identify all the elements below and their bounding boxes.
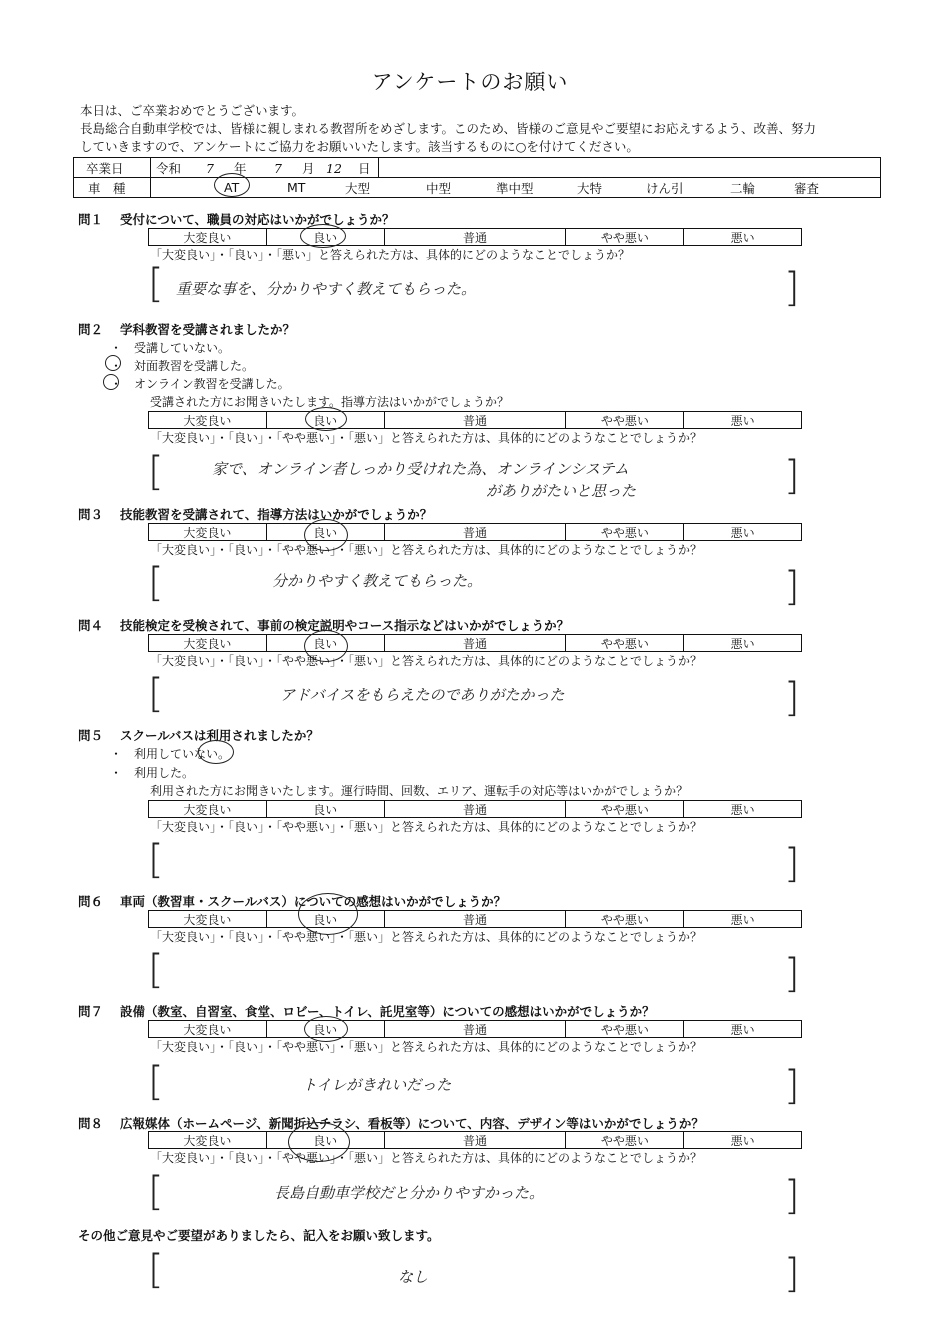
rating-somewhat-bad[interactable]: やや悪い [566,635,684,651]
follow-up-prompt: 「大変良い」・「良い」・「やや悪い」・「悪い」と答えられた方は、具体的にどのようなことでしょうか？ [150,930,703,944]
rating-scale-q3 [148,523,802,541]
rating-normal[interactable]: 普通 [385,1021,567,1037]
selection-circle [103,374,119,390]
question-number: 問４ [78,618,104,633]
sub-intro: 利用された方にお聞きいたします。運行時間、回数、エリア、運転手の対応等はいかがでしょうか？ [150,784,689,798]
choice-not-attended[interactable]: ・ 受講していない。 [110,341,231,355]
rating-somewhat-bad[interactable]: やや悪い [566,801,684,817]
rating-good[interactable]: 良い [267,1132,385,1148]
rating-normal[interactable]: 普通 [385,635,567,651]
rating-somewhat-bad[interactable]: やや悪い [566,911,684,927]
answer-q8[interactable]: 長島自動車学校だと分かりやすかった。 [274,1184,545,1202]
rating-normal[interactable]: 普通 [385,229,567,245]
rating-bad[interactable]: 悪い [730,230,755,245]
rating-scale-q1 [148,228,802,246]
vehicle-option-mt[interactable]: MT [287,180,306,195]
rating-somewhat-bad[interactable]: やや悪い [566,1132,684,1148]
rating-scale-q7 [148,1020,802,1038]
graduation-date-row [73,157,881,178]
survey-page: アンケートのお願い 本日は、ご卒業おめでとうございます。 長島総合自動車学校では、皆様に親しまれる教習所をめざします。このため、皆様のご意見やご要望にお応えするよう、改善、努力 していきますので、アンケートにご協力をお願いいたします。該当するものに○を付けてください。 卒業日 令和 7 年 7 月 12 日 車 種 AT MT 大型 中型 準中型 大特 けん引 二輪 審査 問１ 受付について、職員の対応はいかがでしょうか？ 大変良い 良い 普通 やや悪い 悪い 「大変良い」・「良い」・「悪い」と答えられた方は、具体的にどのようなことでしょうか？ [ ] 重要な事を、分かりやすく教えてもらった。 問２ 学科教習を受講されましたか？ ・ 受講していない。 ・ 対面教習を受講した。 ・ オンライン教習を受講した。 受講された方にお聞きいたします。指導方法はいかがでしょうか？ 大変良い 良い 普通 やや悪い 悪い 「大変良い」・「良い」・「やや悪い」・「悪い」と答えられた方は、具体的にどのようなことでしょうか？ [ ] 家で、オンライン者しっかり受けれた為、オンラインシステム がありがたいと思った 問３ 技能教習を受講されて、指導方法はいかがでしょうか？ 大変良い 良い 普通 やや悪い 悪い 「大変良い」・「良い」・「やや悪い」・「悪い」と答えられた方は、具体的にどのようなことでしょうか？ [ ] 分かりやすく教えてもらった。 問４ 技能検定を受検されて、事前の検定説明やコース指示などはいかがでしょうか？ 大変良い 良い 普通 やや悪い 悪い 「大変良い」・「良い」・「やや悪い」・「悪い」と答えられた方は、具体的にどのようなことでしょうか？ [ ] アドバイスをもらえたのでありがたかった 問５ スクールバスは利用されましたか？ ・ 利用していない。 ・ 利用した。 利用された方にお聞きいたします。運行時間、回数、エリア、運転手の対応等はいかがでしょうか？ 大変良い 良い 普通 やや悪い 悪い 「大変良い」・「良い」・「やや悪い」・「悪い」と答えられた方は、具体的にどのようなことでしょうか？ [ ] 問６ 車両（教習車・スクールバス）についての感想はいかがでしょうか？ 大変良い 良い 普通 やや悪い 悪い 「大変良い」・「良い」・「やや悪い」・「悪い」と答えられた方は、具体的にどのようなことでしょうか？ [ ] 問７ 設備（教室、自習室、食堂、ロビー、トイレ、託児室等）についての感想はいかがでしょうか？ 大変良い 良い 普通 やや悪い 悪い 「大変良い」・「良い」・「やや悪い」・「悪い」と答えられた方は、具体的にどのようなことでしょうか？ [ ] トイレがきれいだった 問８ 広報媒体（ホームページ、新聞折込チラシ、看板等）について、内容、デザイン等はいかがでしょうか？ 大変良い 良い 普通 やや悪い 悪い 「大変良い」・「良い」・「やや悪い」・「悪い」と答えられた方は、具体的にどのようなことでしょうか？ [ ] 長島自動車学校だと分かりやすかった。 その他ご意見やご要望がありましたら、記入をお願い致します。 [ ] なし [0,0,940,1332]
rating-very-good[interactable]: 大変良い [149,1132,267,1148]
rating-somewhat-bad[interactable]: やや悪い [566,229,684,245]
question-text: 車両（教習車・スクールバス）についての感想はいかがでしょうか？ [120,894,507,909]
rating-very-good[interactable]: 大変良い [149,229,267,245]
intro-line-2: 長島総合自動車学校では、皆様に親しまれる教習所をめざします。このため、皆様のご意見やご要望にお応えするよう、改善、努力 [80,121,817,136]
rating-bad[interactable]: 悪い [730,802,755,817]
rating-scale-q8 [148,1131,802,1149]
vehicle-option-semi-medium[interactable]: 準中型 [496,180,534,196]
rating-bad[interactable]: 悪い [730,912,755,927]
vehicle-option-large[interactable]: 大型 [345,180,371,196]
vehicle-option-towing[interactable]: けん引 [646,180,684,196]
rating-very-good[interactable]: 大変良い [149,524,267,540]
question-number: 問５ [78,728,104,743]
rating-normal[interactable]: 普通 [385,911,567,927]
intro-line-1: 本日は、ご卒業おめでとうございます。 [80,103,305,118]
page-title: アンケートのお願い [371,70,569,94]
selection-circle [105,355,121,371]
answer-q4[interactable]: アドバイスをもらえたのでありがたかった [280,686,565,704]
selection-circle [300,224,346,248]
choice-online[interactable]: ・ オンライン教習を受講した。 [110,377,290,391]
rating-normal[interactable]: 普通 [385,801,567,817]
era-label: 令和 [156,161,182,176]
graduation-day[interactable]: 12 [326,160,342,176]
rating-somewhat-bad[interactable]: やや悪い [566,1021,684,1037]
rating-normal[interactable]: 普通 [385,524,567,540]
follow-up-prompt: 「大変良い」・「良い」・「悪い」と答えられた方は、具体的にどのようなことでしょうか？ [150,248,631,262]
answer-q7[interactable]: トイレがきれいだった [302,1076,452,1094]
rating-normal[interactable]: 普通 [385,1132,567,1148]
rating-good[interactable]: 良い [267,524,385,540]
graduation-year[interactable]: 7 [206,160,214,176]
question-text: 受付について、職員の対応はいかがでしょうか？ [120,212,395,227]
question-number: 問６ [78,894,104,909]
question-text: 技能教習を受講されて、指導方法はいかがでしょうか？ [120,507,433,522]
question-text: スクールバスは利用されましたか？ [120,728,319,743]
rating-bad[interactable]: 悪い [730,413,755,428]
rating-bad[interactable]: 悪い [730,636,755,651]
vehicle-label: 車 種 [88,180,126,196]
month-unit: 月 [302,161,315,176]
follow-up-prompt: 「大変良い」・「良い」・「やや悪い」・「悪い」と答えられた方は、具体的にどのようなことでしょうか？ [150,654,703,668]
answer-q3[interactable]: 分かりやすく教えてもらった。 [272,572,483,590]
rating-scale-q2 [148,411,802,429]
selection-circle [214,173,250,197]
follow-up-prompt: 「大変良い」・「良い」・「やや悪い」・「悪い」と答えられた方は、具体的にどのようなことでしょうか？ [150,1151,703,1165]
rating-very-good[interactable]: 大変良い [149,1021,267,1037]
sub-intro: 受講された方にお聞きいたします。指導方法はいかがでしょうか？ [150,395,510,409]
vehicle-type-row [73,177,881,198]
answer-q2-line2[interactable]: がありがたいと思った [486,482,637,500]
rating-good[interactable]: 良い [267,412,385,428]
rating-good[interactable]: 良い [267,635,385,651]
rating-very-good[interactable]: 大変良い [149,412,267,428]
selection-circle [198,740,234,764]
selection-circle [305,407,347,431]
question-text: 広報媒体（ホームページ、新聞折込チラシ、看板等）について、内容、デザイン等はいかがでしょうか？ [120,1116,704,1131]
rating-good[interactable]: 良い [267,801,385,817]
question-number: 問１ [78,212,104,227]
graduation-month[interactable]: 7 [274,160,282,176]
vehicle-option-at[interactable]: AT [224,180,240,195]
question-text: 学科教習を受講されましたか？ [120,322,296,337]
choice-bus-used[interactable]: ・ 利用した。 [110,766,195,780]
question-number: 問８ [78,1116,104,1131]
question-number: 問２ [78,322,104,337]
vehicle-option-motorcycle[interactable]: 二輪 [730,180,756,196]
rating-scale-q5 [148,800,802,818]
vehicle-option-exam[interactable]: 審査 [794,180,820,196]
rating-bad[interactable]: 悪い [730,525,755,540]
rating-very-good[interactable]: 大変良い [149,911,267,927]
rating-very-good[interactable]: 大変良い [149,635,267,651]
rating-good[interactable]: 良い [267,229,385,245]
follow-up-prompt: 「大変良い」・「良い」・「やや悪い」・「悪い」と答えられた方は、具体的にどのようなことでしょうか？ [150,431,703,445]
rating-scale-q4 [148,634,802,652]
answer-other[interactable]: なし [398,1268,429,1286]
question-number: 問３ [78,507,104,522]
question-text: 技能検定を受検されて、事前の検定説明やコース指示などはいかがでしょうか？ [120,618,570,633]
follow-up-prompt: 「大変良い」・「良い」・「やや悪い」・「悪い」と答えられた方は、具体的にどのようなことでしょうか？ [150,1040,703,1054]
question-text: 設備（教室、自習室、食堂、ロビー、トイレ、託児室等）についての感想はいかがでしょうか？ [120,1004,655,1019]
rating-good[interactable]: 良い [267,1021,385,1037]
vehicle-option-medium[interactable]: 中型 [426,180,452,196]
vehicle-option-special[interactable]: 大特 [577,180,603,196]
follow-up-prompt: 「大変良い」・「良い」・「やや悪い」・「悪い」と答えられた方は、具体的にどのようなことでしょうか？ [150,543,703,557]
rating-somewhat-bad[interactable]: やや悪い [566,524,684,540]
rating-bad[interactable]: 悪い [730,1022,755,1037]
choice-in-person[interactable]: ・ 対面教習を受講した。 [110,359,255,373]
answer-q2-line1[interactable]: 家で、オンライン者しっかり受けれた為、オンラインシステム [212,460,629,478]
rating-somewhat-bad[interactable]: やや悪い [566,412,684,428]
rating-very-good[interactable]: 大変良い [149,801,267,817]
rating-normal[interactable]: 普通 [385,412,567,428]
choice-bus-not-used[interactable]: ・ 利用していない。 [110,747,231,761]
question-number: 問７ [78,1004,104,1019]
year-unit: 年 [234,161,247,176]
rating-bad[interactable]: 悪い [730,1133,755,1148]
rating-good[interactable]: 良い [267,911,385,927]
day-unit: 日 [358,161,371,176]
rating-scale-q6 [148,910,802,928]
answer-q1[interactable]: 重要な事を、分かりやすく教えてもらった。 [176,280,477,298]
follow-up-prompt: 「大変良い」・「良い」・「やや悪い」・「悪い」と答えられた方は、具体的にどのようなことでしょうか？ [150,820,703,834]
other-comments-label: その他ご意見やご要望がありましたら、記入をお願い致します。 [78,1228,440,1243]
graduation-label: 卒業日 [86,161,124,176]
intro-line-3: していきますので、アンケートにご協力をお願いいたします。該当するものに○を付けてください。 [80,139,639,154]
